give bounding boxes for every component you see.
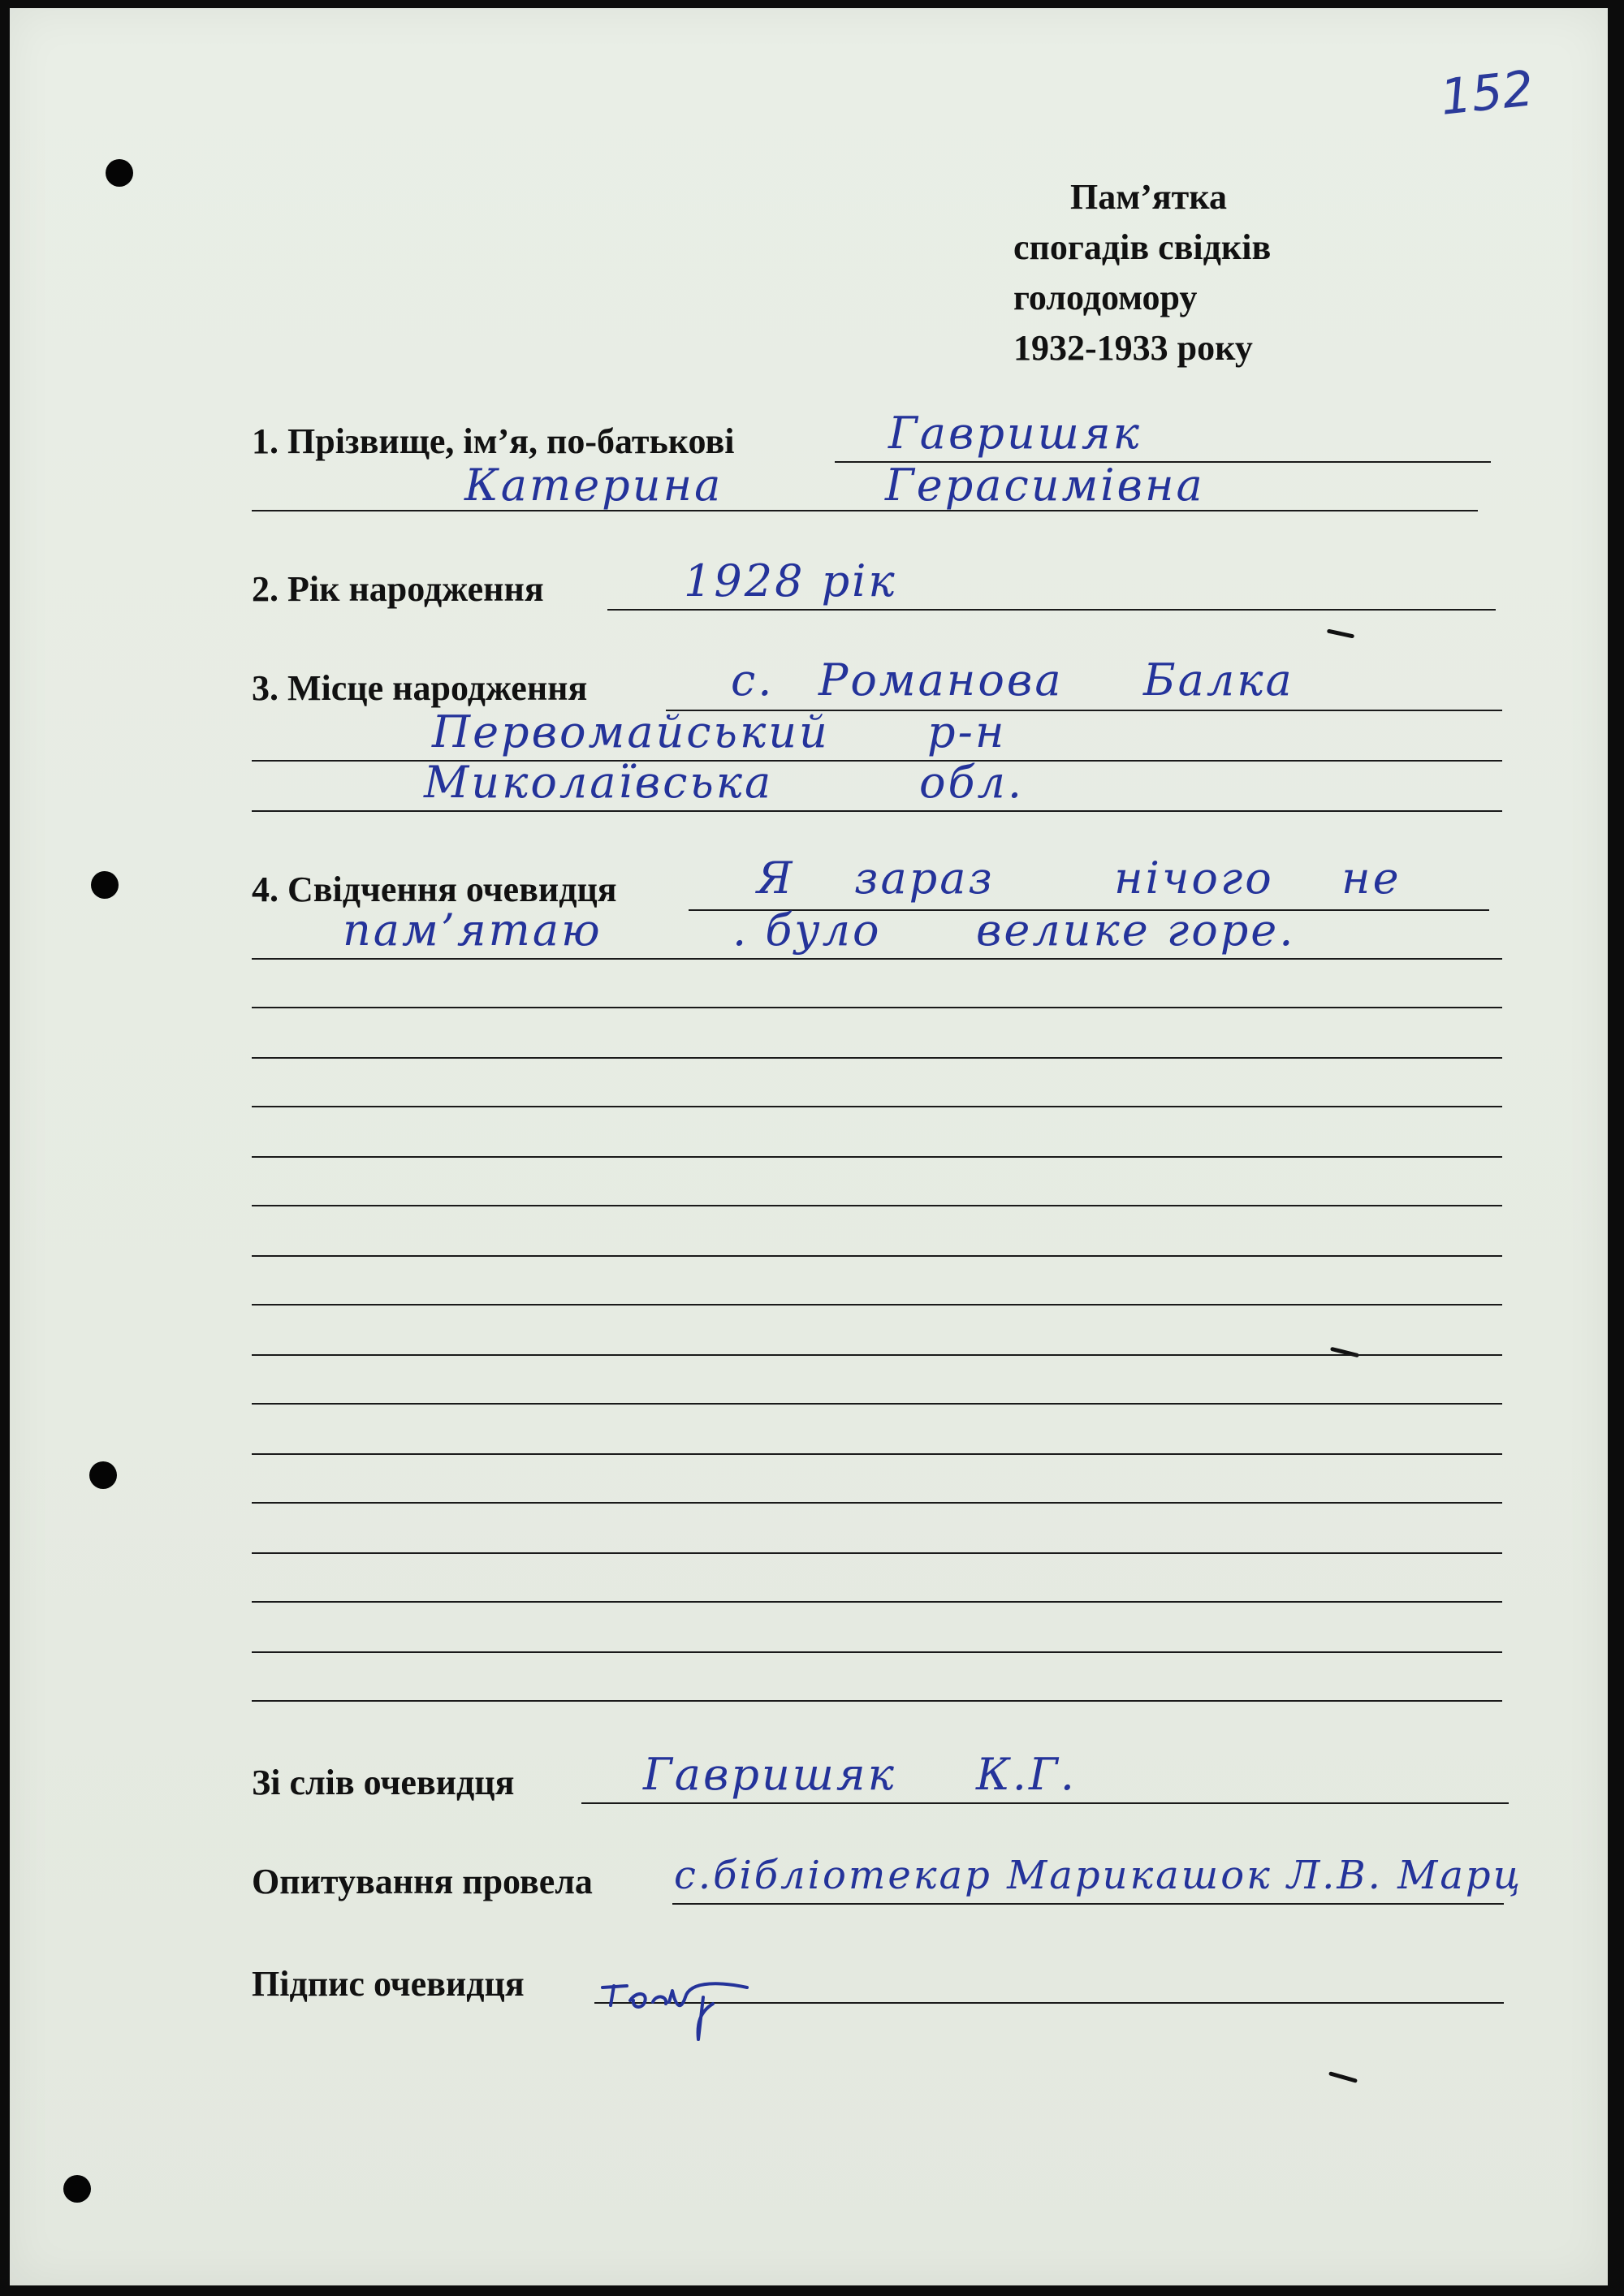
ink-speck — [1330, 1347, 1359, 1358]
testimony-label: 4. Свідчення очевидця — [252, 870, 617, 909]
ink-speck — [1327, 629, 1354, 639]
testimony-blank-line — [252, 1700, 1502, 1702]
name-line-2 — [252, 510, 1478, 511]
punch-hole — [89, 1461, 117, 1489]
handwritten-signature — [594, 1955, 773, 2044]
name-label: 1. Прізвище, ім’я, по-батькові — [252, 421, 735, 461]
birth-year-line — [607, 609, 1496, 611]
testimony-line — [252, 958, 1502, 960]
testimony-blank-line — [252, 1304, 1502, 1306]
birth-place-district-suffix: р-н — [927, 706, 1007, 757]
testimony-text-part: велике горе. — [976, 904, 1296, 956]
from-words-initials: К.Г. — [976, 1749, 1077, 1800]
from-words-name: Гавришяк — [643, 1749, 896, 1800]
document-title — [1013, 172, 1354, 373]
birth-place-region: Миколаївська — [424, 757, 774, 808]
testimony-text-part: Я — [757, 852, 795, 904]
testimony-blank-line — [252, 1453, 1502, 1455]
title-line: голодомору — [1013, 278, 1198, 317]
testimony-blank-line — [252, 1255, 1502, 1257]
testimony-blank-line — [252, 1552, 1502, 1554]
testimony-blank-line — [252, 1205, 1502, 1206]
name-value-patronymic: Герасимівна — [885, 460, 1205, 511]
testimony-blank-line — [252, 1403, 1502, 1405]
testimony-blank-line — [252, 1007, 1502, 1008]
title-line: Пам’ятка — [1070, 177, 1227, 217]
interviewer-line — [672, 1903, 1504, 1905]
birth-year-label: 2. Рік народження — [252, 569, 544, 609]
punch-hole — [63, 2175, 91, 2203]
birth-place-district: Первомайський — [432, 706, 830, 757]
punch-hole — [106, 159, 133, 187]
testimony-blank-line — [252, 1156, 1502, 1158]
birth-place-line-3 — [252, 810, 1502, 812]
title-line: 1932-1933 року — [1013, 328, 1253, 368]
signature-label: Підпис очевидця — [252, 1964, 525, 2004]
birth-place-village: Романова — [818, 654, 1064, 706]
from-words-label: Зі слів очевидця — [252, 1763, 515, 1802]
interviewer-label: Опитування провела — [252, 1862, 593, 1901]
interviewer-value: с.бібліотекар Марикашок Л.В. Марц — [674, 1853, 1523, 1898]
testimony-text-part: пам’ятаю — [343, 904, 603, 956]
testimony-blank-line — [252, 1601, 1502, 1603]
testimony-text-part: не — [1341, 852, 1402, 904]
testimony-text-part: нічого — [1114, 852, 1274, 904]
birth-place-village-rest: Балка — [1143, 654, 1294, 706]
punch-hole — [91, 871, 119, 899]
birth-place-region-suffix: обл. — [919, 757, 1025, 808]
testimony-blank-line — [252, 1106, 1502, 1107]
testimony-blank-line — [252, 1502, 1502, 1504]
birth-place-label: 3. Місце народження — [252, 668, 588, 708]
testimony-text-part: зараз — [854, 852, 995, 904]
testimony-blank-line — [252, 1651, 1502, 1653]
document-page — [10, 8, 1608, 2285]
name-value-firstname: Катерина — [464, 460, 723, 511]
title-line: спогадів свідків — [1013, 227, 1272, 267]
name-value-surname: Гавришяк — [888, 408, 1142, 459]
birth-year-value: 1928 рік — [684, 555, 897, 606]
ink-speck — [1328, 2071, 1358, 2083]
testimony-blank-line — [252, 1354, 1502, 1356]
from-words-line — [581, 1802, 1509, 1804]
birth-place-prefix: с. — [731, 654, 775, 706]
testimony-text-part: . було — [732, 904, 882, 956]
testimony-blank-line — [252, 1057, 1502, 1059]
page-number: 152 — [1437, 60, 1536, 127]
